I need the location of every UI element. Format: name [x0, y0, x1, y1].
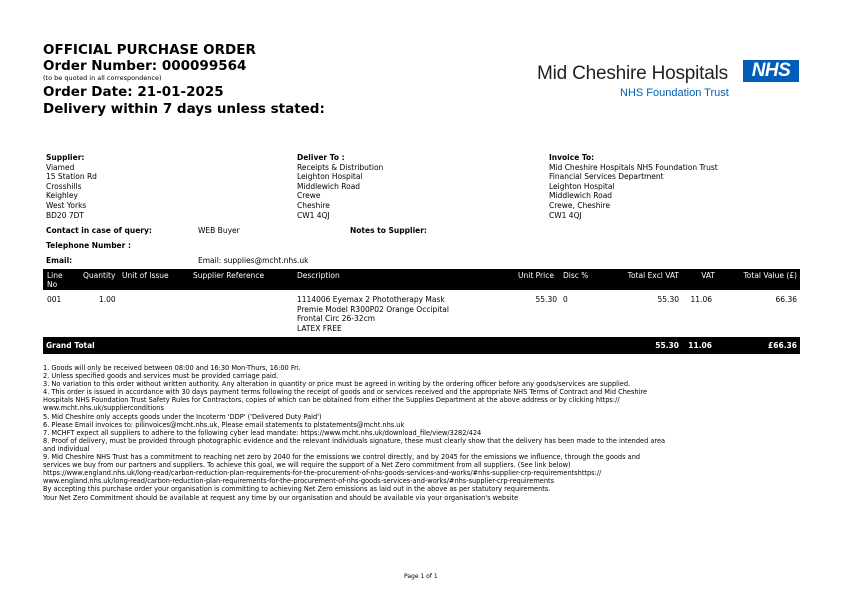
quote-note: (to be quoted in all correspondence): [43, 74, 162, 82]
grand-total-label: Grand Total: [46, 341, 95, 350]
deliver-to-line: CW1 4QJ: [297, 210, 330, 220]
table-row: [43, 295, 800, 335]
invoice-to-address: [549, 153, 718, 220]
terms-line: 2. Unless specified goods and services must be provided carriage paid.: [43, 372, 279, 381]
col-supplier-ref: Supplier Reference: [193, 271, 265, 280]
terms-line: 7. MCHFT expect all suppliers to adhere to the following cyber lead mandate: https://www.mcht.nhs.uk/download_file/view/3282/424: [43, 428, 482, 437]
org-logo-name: Mid Cheshire Hospitals: [537, 63, 728, 84]
order-number: Order Number: 000099564: [43, 58, 247, 74]
invoice-to-line: CW1 4QJ: [549, 210, 582, 220]
col-discount: Disc %: [563, 271, 589, 280]
query-contact-value: WEB Buyer: [198, 226, 240, 235]
supplier-address: [46, 153, 97, 220]
terms-line: www.england.nhs.uk/long-read/carbon-reduction-plan-requirements-for-the-procurement-of-nhs-goods-services-and-works/#nhs-supplier-crp-requirements: [43, 477, 555, 486]
invoice-to-line: Leighton Hospital: [549, 181, 615, 191]
terms-line: 6. Please Email invoices to: pilinvoices@mcht.nhs.uk, Please email statements to plstatements@mcht.nhs.uk: [43, 420, 405, 429]
grand-total-bar: [43, 337, 800, 354]
col-unit-price: Unit Price: [518, 271, 554, 280]
deliver-to-line: Leighton Hospital: [297, 172, 363, 182]
row-total-excl-vat: 55.30: [657, 295, 679, 304]
col-vat: VAT: [701, 271, 715, 280]
deliver-to-line: Middlewich Road: [297, 181, 361, 191]
deliver-to-label: Deliver To :: [297, 153, 345, 162]
col-unit-of-issue: Unit of Issue: [122, 271, 169, 280]
supplier-label: Supplier:: [46, 153, 85, 162]
invoice-to-line: Crewe, Cheshire: [549, 200, 611, 210]
supplier-line: Crosshills: [46, 181, 82, 191]
supplier-line: Keighley: [46, 191, 78, 201]
row-description-line: Frontal Circ 26-32cm: [297, 314, 376, 323]
nhs-logo: NHS: [743, 60, 799, 82]
grand-total-value: £66.36: [768, 341, 797, 350]
email-label: Email:: [46, 256, 73, 265]
notes-label: Notes to Supplier:: [350, 226, 427, 235]
row-unit-price: 55.30: [535, 295, 557, 304]
row-vat: 11.06: [690, 295, 712, 304]
terms-line: services we buy from our partners and suppliers. To achieve this goal, we will require the support of a Net Zero commitment from all suppliers. (See link below): [43, 461, 571, 470]
grand-total-vat: 11.06: [688, 341, 712, 350]
supplier-line: BD20 7DT: [46, 210, 84, 220]
terms-line: 1. Goods will only be received between 08:00 and 16:30 Mon-Thurs, 16:00 Fri.: [43, 364, 301, 372]
terms-and-conditions: [43, 364, 803, 502]
col-description: Description: [297, 271, 340, 280]
col-total-value: Total Value (£): [743, 271, 797, 280]
row-discount: 0: [563, 295, 568, 304]
page-number: Page 1 of 1: [404, 573, 438, 580]
row-quantity: 1.00: [99, 295, 116, 304]
trust-name: NHS Foundation Trust: [620, 87, 729, 99]
supplier-line: 15 Station Rd: [46, 172, 97, 182]
terms-line: https://www.england.nhs.uk/long-read/carbon-reduction-plan-requirements-for-the-procurement-of-nhs-goods-services-and-works/#nhs-supplier-crp-requirementshttps://: [43, 469, 602, 478]
order-date: Order Date: 21-01-2025: [43, 84, 224, 100]
row-total-value: 66.36: [775, 295, 797, 304]
terms-line: 3. No variation to this order without written authority. Any alteration in quantity or price must be agreed in writing by the ordering officer before any goods/services are supplied.: [43, 380, 631, 389]
invoice-to-label: Invoice To:: [549, 153, 595, 162]
col-total-excl-vat: Total Excl VAT: [627, 271, 679, 280]
col-line-no: No: [47, 280, 58, 289]
invoice-to-line: Mid Cheshire Hospitals NHS Foundation Trust: [549, 162, 718, 172]
terms-line: Your Net Zero Commitment should be available at request any time by our organisation and should be available via your organisation's website: [43, 493, 519, 502]
terms-line: 9. Mid Cheshire NHS Trust has a commitment to reaching net zero by 2040 for the emissions we control directly, and by 2045 for the emissions we influence, through the goods and: [43, 453, 641, 462]
row-description-line: LATEX FREE: [297, 324, 342, 333]
terms-line: 5. Mid Cheshire only accepts goods under the Incoterm 'DDP' ('Delivered Duty Paid'): [43, 412, 322, 421]
deliver-to-address: [297, 153, 383, 220]
grand-total-excl-vat: 55.30: [655, 341, 679, 350]
supplier-line: Viamed: [46, 162, 75, 172]
col-quantity: Quantity: [83, 271, 116, 280]
telephone-label: Telephone Number :: [46, 241, 131, 250]
deliver-to-line: Crewe: [297, 191, 321, 201]
supplier-line: West Yorks: [46, 200, 87, 210]
col-line: Line: [47, 271, 63, 280]
delivery-terms: Delivery within 7 days unless stated:: [43, 101, 325, 117]
row-description-line: 1114006 Eyemax 2 Phototherapy Mask: [297, 295, 445, 304]
invoice-to-line: Middlewich Road: [549, 191, 613, 201]
terms-line: Hospitals NHS Foundation Trust Safety Rules for Contractors, copies of which can be obtained from either the Supplies Department at the above address or by clicking https://: [43, 396, 620, 405]
deliver-to-line: Receipts & Distribution: [297, 162, 384, 172]
invoice-to-line: Financial Services Department: [549, 172, 664, 182]
deliver-to-line: Cheshire: [297, 200, 330, 210]
terms-line: and individual: [43, 444, 90, 453]
row-line: 001: [47, 295, 62, 304]
terms-line: By accepting this purchase order your organisation is committing to achieving Net Zero emissions as laid out in the above as per statutory requirements.: [43, 485, 551, 494]
document-title: OFFICIAL PURCHASE ORDER: [43, 42, 256, 58]
terms-line: 4. This order is issued in accordance with 30 days payment terms following the receipt of goods and or services received and the appropriate NHS Terms of Contract and Mid Cheshire: [43, 388, 648, 397]
query-contact-label: Contact in case of query:: [46, 226, 152, 235]
terms-line: 8. Proof of delivery, must be provided through photographic evidence and the relevant individuals signature, these must clearly show that the delivery has been made to the intended area: [43, 436, 666, 445]
terms-line: www.mcht.nhs.uk/supplierconditions: [43, 404, 164, 413]
email-value: Email: supplies@mcht.nhs.uk: [198, 256, 309, 265]
row-description-line: Premie Model R300P02 Orange Occipital: [297, 305, 449, 314]
table-header: [43, 269, 800, 290]
